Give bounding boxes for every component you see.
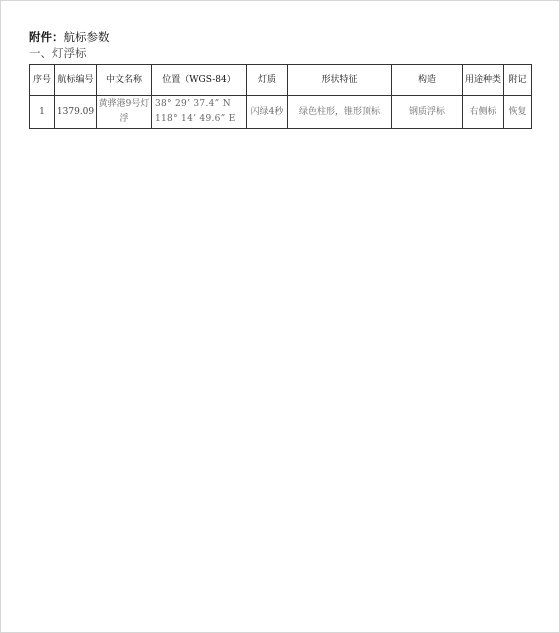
cell-usage: 右侧标 [463, 96, 504, 129]
header-position: 位置（WGS-84） [152, 65, 247, 96]
header-usage: 用途种类 [463, 65, 504, 96]
header-code: 航标编号 [55, 65, 97, 96]
cell-structure: 钢质浮标 [392, 96, 463, 129]
position-longitude: 118° 14’ 49.6” E [155, 114, 236, 124]
header-structure: 构造 [392, 65, 463, 96]
attachment-title: 航标参数 [63, 30, 110, 44]
section-title: 一、灯浮标 [29, 46, 87, 60]
cell-name: 黄骅港9号灯浮 [97, 96, 152, 129]
header-remark: 附记 [504, 65, 532, 96]
header-light: 灯质 [247, 65, 288, 96]
header-name: 中文名称 [97, 65, 152, 96]
attachment-prefix: 附件： [29, 30, 64, 44]
table-row [30, 96, 532, 129]
cell-position [152, 96, 247, 129]
header-shape: 形状特征 [288, 65, 392, 96]
cell-remark: 恢复 [504, 96, 532, 129]
header-index: 序号 [30, 65, 55, 96]
cell-code: 1379.09 [55, 96, 97, 129]
attachment-heading [29, 30, 110, 44]
table-header-row [30, 65, 532, 96]
cell-light: 闪绿4秒 [247, 96, 288, 129]
buoy-parameter-table [29, 64, 532, 129]
cell-shape: 绿色柱形，锥形顶标 [288, 96, 392, 129]
position-latitude: 38° 29’ 37.4” N [155, 99, 231, 109]
cell-index: 1 [30, 96, 55, 129]
